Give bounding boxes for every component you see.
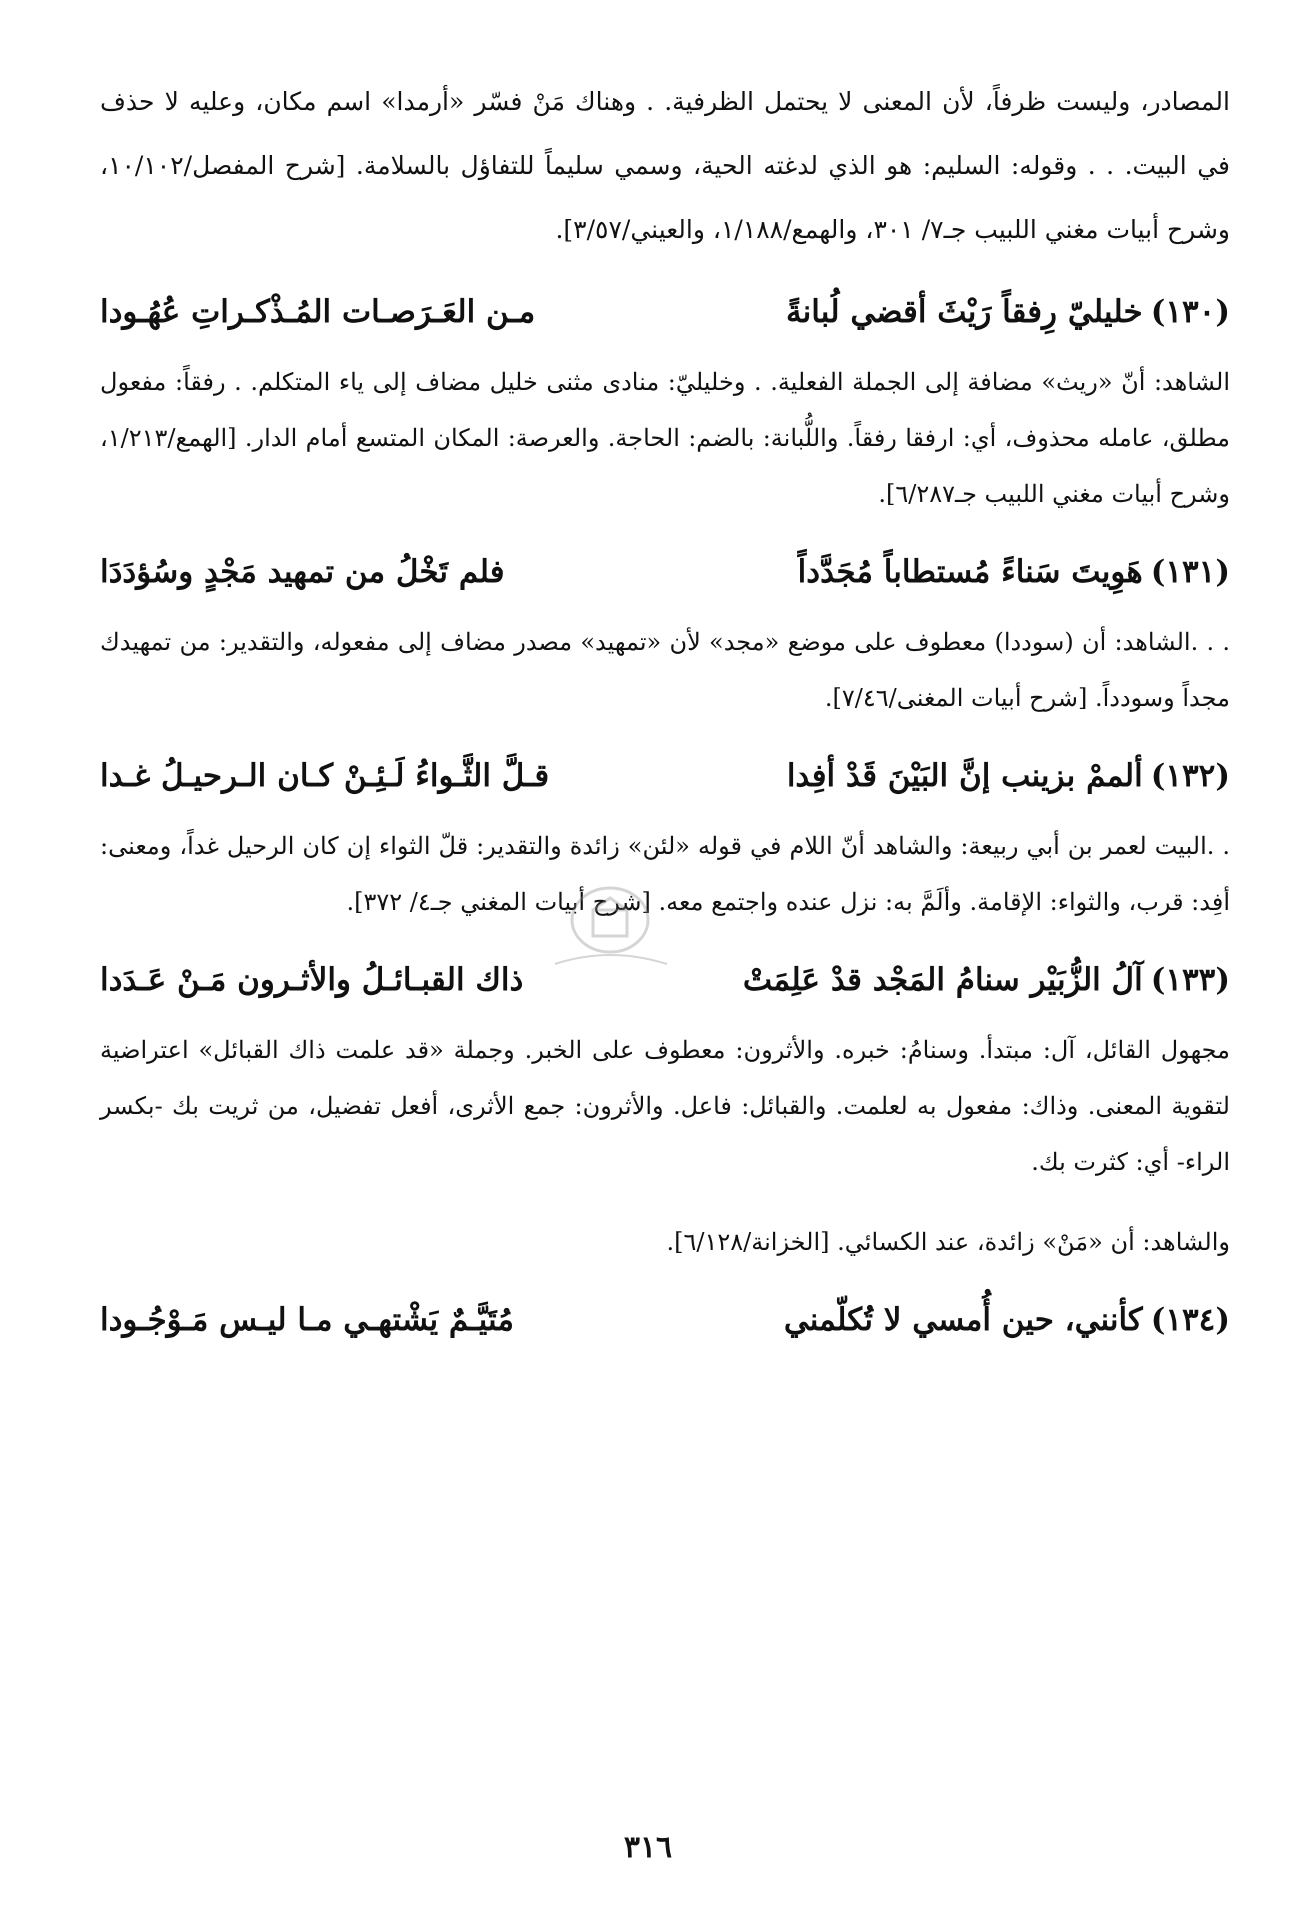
verse-commentary: مجهول القائل، آل: مبتدأ. وسنامُ: خبره. والأثرون: معطوف على الخبر. وجملة «قد علمت ذاك القبائل» اعتراضية لتقوية المعنى. وذاك: مفعول به لعلمت. والقبائل: فاعل. والأثرون: جمع الأثرى، أفعل تفضيل، من ثريت بك -بكسر الراء- أي: كثرت بك. (100, 1036, 1230, 1176)
verse-commentary: . .البيت لعمر بن أبي ربيعة: والشاهد أنّ اللام في قوله «لئن» زائدة والتقدير: قلّ الثواء إن كان الرحيل غداً، ومعنى: أفِد: قرب، والثواء: الإقامة. وألَمَّ به: نزل عنده واجتمع معه. [شرح أبيات المغني جـ٤/ ٣٧٢]. (100, 832, 1230, 916)
verse-number: (١٣٠) (1150, 294, 1230, 330)
verse-130 (100, 284, 1230, 340)
verse-number: (١٣٣) (1150, 962, 1230, 998)
verse-131 (100, 544, 1230, 600)
verse-first-hemistich: ألممْ بزينب إنَّ البَيْنَ قَدْ أفِدا (786, 758, 1143, 794)
page-number: ٣١٦ (623, 1830, 673, 1865)
verse-first-hemistich: هَوِيتَ سَناءً مُستطاباً مُجَدَّداً (797, 554, 1143, 590)
verse-second-hemistich: قـلَّ الثَّـواءُ لَـئِـنْ كـان الـرحيـلُ غـدا (100, 758, 550, 794)
verse-first-hemistich: خليليّ رِفقاً رَيْثَ أقضي لُبانةً (786, 294, 1143, 330)
verse-second-hemistich: مـن العَـرَصـات المُـذْكـراتِ عُهُـودا (100, 294, 536, 330)
verse-commentary: الشاهد: أنّ «ريث» مضافة إلى الجملة الفعلية. . وخليليّ: منادى مثنى خليل مضاف إلى ياء المتكلم. . رفقاً: مفعول مطلق، عامله محذوف، أي: ارفقا رفقاً. واللُّبانة: بالضم: الحاجة. والعرصة: المكان المتسع أمام الدار. [الهمع/١/٢١٣، وشرح أبيات مغني اللبيب جـ٦/٢٨٧]. (100, 368, 1230, 508)
intro-paragraph: المصادر، وليست ظرفاً، لأن المعنى لا يحتمل الظرفية. . وهناك مَنْ فسّر «أرمدا» اسم مكان، وعليه لا حذف في البيت. . . وقوله: السليم: هو الذي لدغته الحية، وسمي سليماً للتفاؤل بالسلامة. [شرح المفصل/١٠/١٠٢، وشرح أبيات مغني اللبيب جـ٧/ ٣٠١، والهمع/١/١٨٨، والعيني/٣/٥٧]. (100, 87, 1230, 244)
verse-134 (100, 1292, 1230, 1348)
library-watermark-stamp (545, 880, 675, 970)
verse-132 (100, 748, 1230, 804)
verse-commentary-note: والشاهد: أن «مَنْ» زائدة، عند الكسائي. [الخزانة/٦/١٢٨]. (666, 1228, 1230, 1256)
book-page (100, 70, 1230, 1929)
verse-number: (١٣٢) (1150, 758, 1230, 794)
verse-first-hemistich: كأنني، حين أُمسي لا تُكلّمني (783, 1302, 1143, 1338)
verse-second-hemistich: ذاك القبـائـلُ والأثـرون مَـنْ عَـدَدا (100, 962, 524, 998)
verse-number: (١٣٤) (1150, 1302, 1230, 1338)
verse-second-hemistich: فلم تَخْلُ من تمهيد مَجْدٍ وسُؤدَدَا (100, 554, 505, 590)
verse-number: (١٣١) (1150, 554, 1230, 590)
verse-first-hemistich: آلُ الزُّبَيْر سنامُ المَجْد قدْ عَلِمَتْ (742, 962, 1143, 998)
verse-commentary: . . .الشاهد: أن (سوددا) معطوف على موضع «مجد» لأن «تمهيد» مصدر مضاف إلى مفعوله، والتقدير: من تمهيدك مجداً وسودداً. [شرح أبيات المغنى/٧/٤٦]. (100, 628, 1231, 712)
verse-second-hemistich: مُتَيَّـمٌ يَشْتهـي مـا ليـس مَـوْجُـودا (100, 1302, 514, 1338)
